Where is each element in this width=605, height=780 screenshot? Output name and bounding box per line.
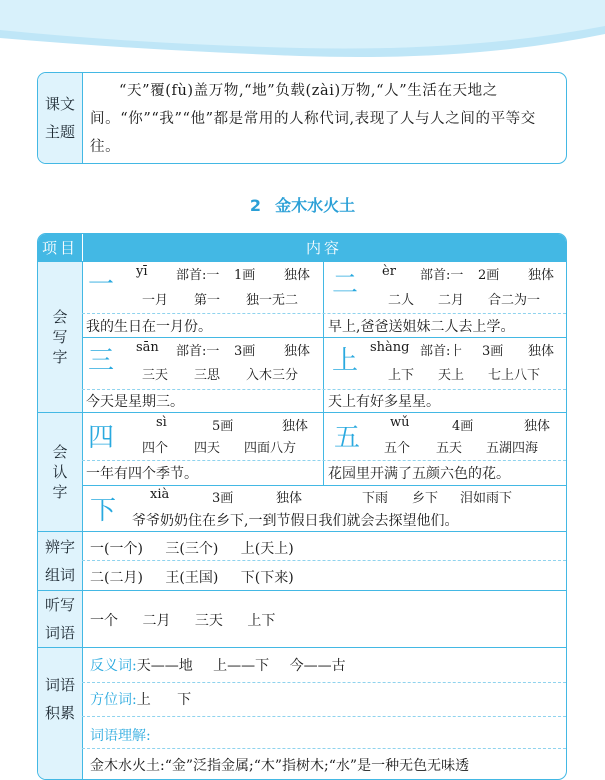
theme-label-line2: 主题 [44,123,75,141]
lesson-title [0,193,605,216]
char-strokes: 3画 [234,344,256,359]
char-glyph: 三 [88,346,115,376]
char-word: 独一无二 [246,293,299,308]
char-word: 入木三分 [246,368,299,383]
recognize-label-3: 字 [52,483,68,501]
content-table [37,233,567,780]
char-structure: 独体 [276,491,303,506]
char-word: 合二为一 [488,293,541,308]
antonym-pair: 今——古 [289,658,346,674]
char-pinyin: sān [136,340,159,355]
lesson-number: 2 [249,196,262,215]
char-word: 七上八下 [488,368,541,383]
char-sentence: 天上有好多星星。 [328,394,440,410]
char-glyph: 四 [88,423,115,453]
char-strokes: 1画 [234,268,256,283]
char-word: 第一 [194,293,221,308]
write-label [38,262,82,412]
distinguish-line2 [90,567,294,587]
distinguish-item: 一(一个) [90,541,143,557]
dictation-word: 三天 [194,613,223,629]
char-word: 上下 [388,368,415,383]
distinguish-item: 王(王国) [165,570,219,586]
char-structure: 独体 [284,344,311,359]
understanding-label: 词语理解: [90,728,151,744]
char-sentence: 爷爷奶奶住在乡下,一到节假日我们就会去探望他们。 [132,513,459,529]
char-strokes: 5画 [212,419,234,434]
write-label-1: 会 [52,308,68,326]
char-word: 三思 [194,368,221,383]
direction-line [90,689,191,709]
char-glyph: 上 [332,346,359,376]
write-label-2: 写 [52,328,68,346]
char-word: 二人 [388,293,415,308]
dictation-word: 二月 [142,613,171,629]
char-word: 五天 [436,441,463,456]
antonyms-line [90,655,346,675]
char-structure: 独体 [528,268,555,283]
dictation-word: 上下 [247,613,276,629]
theme-text: “天”覆(fù)盖万物,“地”负载(zài)万物,“人”生活在天地之间。“你”“我”“他”都是常用的人称代词,表现了人与人之间的平等交往。 [90,83,536,155]
accumulate-label [38,648,82,779]
char-glyph: 一 [88,270,115,300]
char-sentence: 一年有四个季节。 [86,466,198,482]
recognize-label-1: 会 [52,443,68,461]
char-word: 下雨 [362,491,389,506]
char-glyph: 下 [90,496,117,526]
distinguish-item: 上(天上) [240,541,294,557]
write-char-yi [82,262,323,337]
antonym-pair: 天——地 [136,658,193,674]
top-banner [0,0,605,60]
distinguish-label [38,532,82,590]
char-pinyin: shàng [370,340,410,355]
char-radical: 部首:一 [420,268,464,283]
antonyms-label: 反义词: [90,658,137,674]
distinguish-item: 二(二月) [90,570,143,586]
distinguish-label-2: 组词 [44,566,75,584]
char-pinyin: sì [156,415,167,430]
char-word: 五个 [384,441,411,456]
header-content: 内容 [305,239,342,257]
char-sentence: 花园里开满了五颜六色的花。 [328,466,510,482]
dictation-label-1: 听写 [44,596,75,614]
table-header [38,234,566,261]
theme-label-line1: 课文 [44,95,75,113]
char-pinyin: èr [382,264,396,279]
char-sentence: 早上,爸爸送姐妹二人去上学。 [328,319,515,335]
char-radical: 部首:⺊ [420,344,464,359]
char-sentence: 我的生日在一月份。 [86,319,212,335]
recognize-char-si [82,413,323,485]
header-item: 项目 [41,239,78,257]
distinguish-item: 下(下来) [240,570,294,586]
char-radical: 部首:一 [176,268,220,283]
char-strokes: 2画 [478,268,500,283]
char-strokes: 3画 [212,491,234,506]
char-pinyin: xià [150,487,170,502]
direction-word: 上 [136,692,151,708]
understanding-text: 金木水火土:“金”泛指金属;“木”指树木;“水”是一种无色无味透 [90,758,470,774]
recognize-label [38,413,82,531]
recognize-char-xia [82,486,566,531]
char-pinyin: wǔ [390,415,410,430]
char-structure: 独体 [524,419,551,434]
char-word: 乡下 [412,491,439,506]
dictation-words [90,610,275,630]
char-structure: 独体 [284,268,311,283]
recognize-char-wu [324,413,566,485]
write-char-er [324,262,566,337]
write-char-san [82,338,323,412]
char-strokes: 4画 [452,419,474,434]
write-char-shang [324,338,566,412]
accumulate-label-1: 词语 [44,675,75,694]
distinguish-line1 [90,538,294,558]
char-word: 二月 [438,293,465,308]
char-word: 天上 [438,368,465,383]
char-pinyin: yī [136,264,148,279]
char-word: 三天 [142,368,169,383]
char-word: 四个 [142,441,169,456]
theme-label [38,73,82,163]
char-structure: 独体 [282,419,309,434]
char-structure: 独体 [528,344,555,359]
dictation-label [38,591,82,647]
dictation-word: 一个 [90,613,118,629]
char-radical: 部首:一 [176,344,220,359]
char-word: 一月 [142,293,169,308]
direction-label: 方位词: [90,692,137,708]
direction-word: 下 [177,692,192,708]
recognize-label-2: 认 [52,463,68,481]
lesson-name: 金木水火土 [275,196,356,215]
char-word: 五湖四海 [486,441,539,456]
dictation-label-2: 词语 [44,624,75,642]
antonym-pair: 上——下 [213,658,270,674]
distinguish-label-1: 辨字 [44,538,75,556]
char-sentence: 今天是星期三。 [86,394,184,410]
write-label-3: 字 [52,348,68,366]
char-word: 四天 [194,441,221,456]
char-word: 四面八方 [244,441,297,456]
char-glyph: 二 [332,270,359,300]
accumulate-label-2: 积累 [44,703,75,722]
char-word: 泪如雨下 [460,491,513,506]
distinguish-item: 三(三个) [165,541,219,557]
theme-box [37,72,567,164]
char-strokes: 3画 [482,344,504,359]
char-glyph: 五 [334,423,361,453]
